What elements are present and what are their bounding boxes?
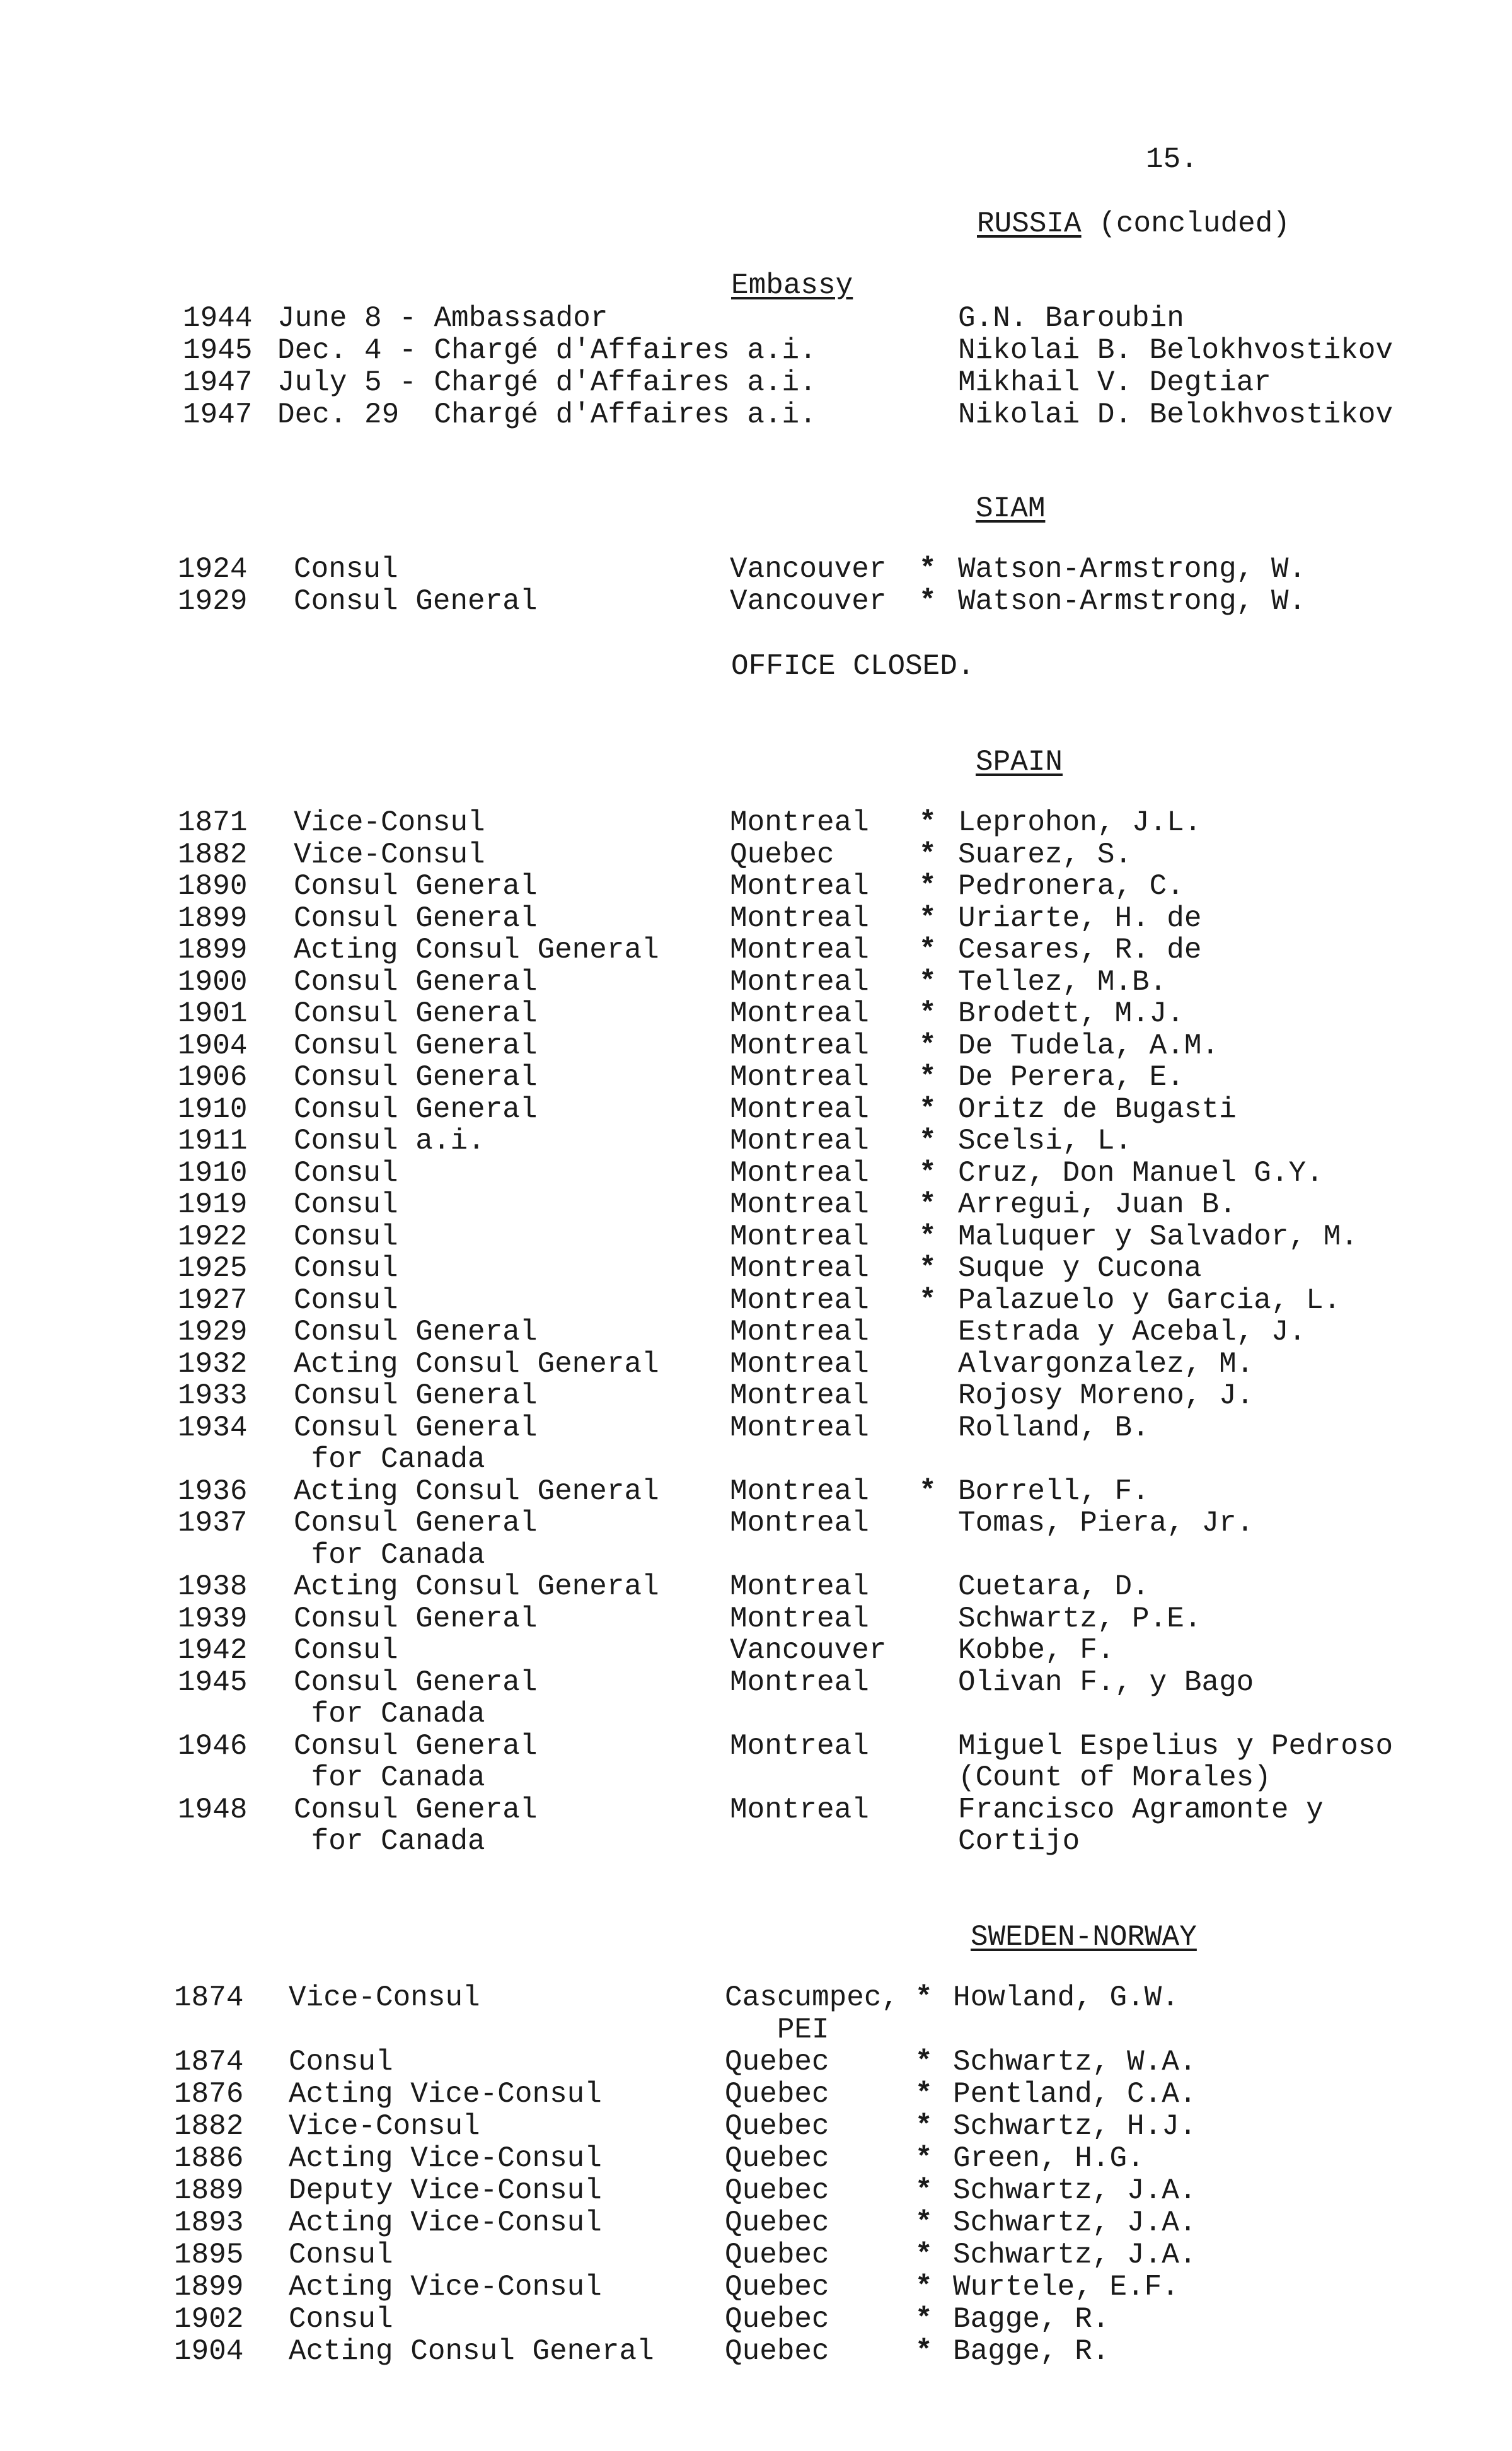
entry-city: Quebec <box>725 2206 829 2239</box>
entry-marker: * <box>919 997 937 1030</box>
siam-heading: SIAM <box>976 492 1046 525</box>
entry-title: Vice-Consul <box>294 806 485 839</box>
spain-heading: SPAIN <box>976 746 1063 779</box>
list-item <box>0 1476 1512 1507</box>
entry-year: 1937 <box>178 1507 248 1539</box>
entry-title: Consul <box>294 1252 398 1285</box>
list-item <box>0 2078 1512 2110</box>
entry-city: Cascumpec, <box>725 1981 899 2014</box>
list-item <box>0 1507 1512 1539</box>
entry-city: Montreal <box>730 1602 869 1635</box>
entry-title: for Canada <box>294 1698 485 1730</box>
entry-name: Bagge, R. <box>953 2335 1110 2368</box>
entry-year: 1944 <box>183 302 253 335</box>
list-item <box>0 1539 1512 1571</box>
list-item <box>0 2175 1512 2206</box>
entry-city: Quebec <box>725 2303 829 2336</box>
entry-marker: * <box>915 2142 933 2175</box>
entry-year: 1929 <box>178 1316 248 1348</box>
entry-year: 1942 <box>178 1634 248 1667</box>
list-item <box>0 1412 1512 1444</box>
entry-marker: * <box>919 1252 937 1285</box>
entry-name: Palazuelo y Garcia, L. <box>958 1283 1341 1317</box>
entry-title: Vice-Consul <box>289 1981 480 2014</box>
embassy-subheading: Embassy <box>731 269 853 302</box>
entry-city: Montreal <box>730 1252 869 1285</box>
entry-name: Cortijo <box>958 1825 1080 1858</box>
entry-name: Schwartz, W.A. <box>953 2046 1197 2078</box>
entry-city: Montreal <box>730 1283 869 1317</box>
entry-city: Quebec <box>725 2239 829 2271</box>
list-item <box>0 1635 1512 1666</box>
list-item <box>0 1125 1512 1157</box>
list-item <box>0 934 1512 966</box>
entry-name: Borrell, F. <box>958 1475 1150 1508</box>
entry-year: 1919 <box>178 1188 248 1221</box>
entry-name: Uriarte, H. de <box>958 901 1202 935</box>
entry-city: Montreal <box>730 901 869 935</box>
entry-marker: * <box>919 585 937 618</box>
list-item <box>0 1826 1512 1857</box>
entry-title: Consul General <box>294 1316 538 1348</box>
entry-city: Vancouver <box>730 553 887 586</box>
entry-title: for Canada <box>294 1443 485 1476</box>
entry-year: 1924 <box>178 553 248 586</box>
entry-marker: * <box>919 1220 937 1253</box>
entry-name: Tellez, M.B. <box>958 965 1167 999</box>
list-item <box>0 335 1512 366</box>
list-item <box>0 399 1512 431</box>
entry-city: Montreal <box>730 1666 869 1699</box>
list-item <box>0 1762 1512 1793</box>
entry-city: Montreal <box>730 870 869 903</box>
entry-name: Estrada y Acebal, J. <box>958 1316 1307 1348</box>
list-item <box>0 1316 1512 1348</box>
entry-title: Consul <box>294 1283 398 1317</box>
entry-name: Schwartz, J.A. <box>953 2206 1197 2239</box>
entry-city: Montreal <box>730 1061 869 1094</box>
list-item <box>0 2143 1512 2174</box>
list-item <box>0 2111 1512 2142</box>
entry-title: Acting Consul General <box>294 1475 659 1508</box>
list-item <box>0 1698 1512 1730</box>
entry-year: 1946 <box>178 1729 248 1763</box>
list-item <box>0 1571 1512 1602</box>
entry-marker: * <box>919 553 937 586</box>
list-item <box>0 2207 1512 2239</box>
entry-title: Consul General <box>294 1602 538 1635</box>
entry-name: Francisco Agramonte y <box>958 1793 1324 1826</box>
list-item <box>0 839 1512 871</box>
entry-name: De Perera, E. <box>958 1061 1184 1094</box>
entry-title: Consul General <box>294 1666 538 1699</box>
entry-name: Brodett, M.J. <box>958 997 1184 1030</box>
sweden-norway-heading: SWEDEN-NORWAY <box>971 1921 1197 1954</box>
list-item <box>0 1285 1512 1316</box>
page-number: 15. <box>1146 143 1198 176</box>
entry-title: Consul General <box>294 1793 538 1826</box>
entry-year: 1890 <box>178 870 248 903</box>
entry-year: 1945 <box>183 334 253 367</box>
entry-title: Consul General <box>294 1029 538 1062</box>
list-item <box>0 1380 1512 1411</box>
entry-year: 1932 <box>178 1347 248 1381</box>
entry-year: 1904 <box>174 2335 244 2368</box>
entry-marker: * <box>919 1283 937 1317</box>
list-item <box>0 1730 1512 1762</box>
entry-title: Acting Consul General <box>294 934 659 966</box>
list-item <box>0 367 1512 398</box>
entry-year: 1893 <box>174 2206 244 2239</box>
entry-city: Vancouver <box>730 585 887 618</box>
entry-title: Consul a.i. <box>294 1125 485 1157</box>
entry-year: 1882 <box>174 2110 244 2143</box>
entry-city: Montreal <box>730 1475 869 1508</box>
entry-year: 1904 <box>178 1029 248 1062</box>
entry-year: 1901 <box>178 997 248 1030</box>
entry-name: Green, H.G. <box>953 2142 1145 2175</box>
entry-city: Quebec <box>730 838 834 871</box>
list-item <box>0 1667 1512 1698</box>
entry-title: Consul General <box>294 1729 538 1763</box>
entry-year: 1889 <box>174 2174 244 2207</box>
entry-title: Consul General <box>294 585 538 618</box>
list-item <box>0 1603 1512 1635</box>
entry-marker: * <box>919 1475 937 1508</box>
entry-title: Consul <box>294 1188 398 1221</box>
entry-year: 1948 <box>178 1793 248 1826</box>
entry-year: 1900 <box>178 965 248 999</box>
entry-name: Pedronera, C. <box>958 870 1184 903</box>
entry-city: Montreal <box>730 1729 869 1763</box>
list-item <box>0 1982 1512 2014</box>
entry-name: Pentland, C.A. <box>953 2078 1197 2111</box>
entry-year: 1874 <box>174 1981 244 2014</box>
entry-name: Watson-Armstrong, W. <box>958 585 1307 618</box>
entry-title: for Canada <box>294 1538 485 1572</box>
entry-title: Consul General <box>294 1092 538 1126</box>
entry-city: Montreal <box>730 1411 869 1444</box>
entry-name: Alvargonzalez, M. <box>958 1347 1254 1381</box>
entry-marker: * <box>919 1188 937 1221</box>
entry-marker: * <box>919 934 937 966</box>
entry-year: 1938 <box>178 1570 248 1603</box>
entry-city: Quebec <box>725 2335 829 2368</box>
entry-name: Bagge, R. <box>953 2303 1110 2336</box>
entry-name: Schwartz, H.J. <box>953 2110 1197 2143</box>
entry-marker: * <box>919 1156 937 1190</box>
entry-name: Suarez, S. <box>958 838 1133 871</box>
entry-city: Montreal <box>730 1570 869 1603</box>
entry-marker: * <box>919 1092 937 1126</box>
entry-marker: * <box>915 2335 933 2368</box>
entry-city: Quebec <box>725 2142 829 2175</box>
list-item <box>0 1794 1512 1826</box>
list-item <box>0 2046 1512 2078</box>
entry-title: June 8 - Ambassador <box>277 302 608 335</box>
continued-heading <box>977 208 1290 240</box>
entry-city: Montreal <box>730 1156 869 1190</box>
list-item <box>0 871 1512 902</box>
entry-name: Cruz, Don Manuel G.Y. <box>958 1156 1324 1190</box>
entry-city: Quebec <box>725 2271 829 2303</box>
list-item <box>0 303 1512 334</box>
entry-title: Acting Vice-Consul <box>289 2078 602 2111</box>
entry-title: Consul <box>289 2239 393 2271</box>
entry-city: Montreal <box>730 997 869 1030</box>
list-item <box>0 1189 1512 1220</box>
list-item <box>0 2014 1512 2046</box>
entry-marker: * <box>915 2110 933 2143</box>
entry-name: Kobbe, F. <box>958 1634 1115 1667</box>
entry-year: 1895 <box>174 2239 244 2271</box>
entry-year: 1910 <box>178 1092 248 1126</box>
entry-title: July 5 - Chargé d'Affaires a.i. <box>277 366 817 399</box>
entry-marker: * <box>919 1061 937 1094</box>
entry-city: Montreal <box>730 1188 869 1221</box>
entry-year: 1886 <box>174 2142 244 2175</box>
entry-marker: * <box>915 2303 933 2336</box>
entry-city: Montreal <box>730 806 869 839</box>
entry-title: Vice-Consul <box>289 2110 480 2143</box>
entry-city: Montreal <box>730 1316 869 1348</box>
entry-title: Vice-Consul <box>294 838 485 871</box>
entry-title: Acting Consul General <box>294 1570 659 1603</box>
list-item <box>0 966 1512 998</box>
entry-title: Dec. 29 Chargé d'Affaires a.i. <box>277 398 817 431</box>
entry-title: Consul General <box>294 1411 538 1444</box>
entry-title: Acting Consul General <box>294 1347 659 1381</box>
entry-name: Tomas, Piera, Jr. <box>958 1507 1254 1539</box>
entry-marker: * <box>919 1029 937 1062</box>
list-item <box>0 1348 1512 1380</box>
entry-name: Oritz de Bugasti <box>958 1092 1237 1126</box>
entry-name: Mikhail V. Degtiar <box>958 366 1271 399</box>
entry-title: for Canada <box>294 1825 485 1858</box>
entry-year: 1911 <box>178 1125 248 1157</box>
entry-title: Consul <box>289 2046 393 2078</box>
entry-year: 1947 <box>183 366 253 399</box>
entry-title: Consul General <box>294 870 538 903</box>
entry-year: 1882 <box>178 838 248 871</box>
entry-city: PEI <box>725 2014 829 2046</box>
entry-title: Consul General <box>294 1507 538 1539</box>
entry-city: Quebec <box>725 2110 829 2143</box>
entry-city: Quebec <box>725 2046 829 2078</box>
entry-name: Cuetara, D. <box>958 1570 1150 1603</box>
entry-title: Dec. 4 - Chargé d'Affaires a.i. <box>277 334 817 367</box>
entry-marker: * <box>919 1125 937 1157</box>
entry-title: Consul General <box>294 965 538 999</box>
entry-title: for Canada <box>294 1761 485 1794</box>
entry-city: Montreal <box>730 1379 869 1412</box>
entry-city: Vancouver <box>730 1634 887 1667</box>
entry-name: Watson-Armstrong, W. <box>958 553 1307 586</box>
entry-name: Nikolai D. Belokhvostikov <box>958 398 1394 431</box>
entry-name: Nikolai B. Belokhvostikov <box>958 334 1394 367</box>
entry-year: 1929 <box>178 585 248 618</box>
concluded-label: (concluded) <box>1099 207 1290 240</box>
entry-year: 1902 <box>174 2303 244 2336</box>
entry-title: Consul General <box>294 1061 538 1094</box>
entry-name: G.N. Baroubin <box>958 302 1184 335</box>
entry-city: Montreal <box>730 1125 869 1157</box>
list-item <box>0 1253 1512 1284</box>
entry-name: Cesares, R. de <box>958 934 1202 966</box>
list-item <box>0 586 1512 617</box>
entry-title: Consul <box>294 1220 398 1253</box>
entry-title: Consul <box>294 553 398 586</box>
entry-name: (Count of Morales) <box>958 1761 1271 1794</box>
entry-city: Quebec <box>725 2174 829 2207</box>
list-item <box>0 2271 1512 2303</box>
entry-year: 1936 <box>178 1475 248 1508</box>
entry-title: Acting Vice-Consul <box>289 2206 602 2239</box>
entry-year: 1899 <box>178 901 248 935</box>
entry-title: Acting Vice-Consul <box>289 2142 602 2175</box>
entry-city: Montreal <box>730 1092 869 1126</box>
list-item <box>0 1157 1512 1189</box>
entry-name: Miguel Espelius y Pedroso <box>958 1729 1394 1763</box>
entry-city: Montreal <box>730 1507 869 1539</box>
entry-title: Acting Vice-Consul <box>289 2271 602 2303</box>
entry-year: 1899 <box>178 934 248 966</box>
entry-marker: * <box>915 2239 933 2271</box>
entry-year: 1899 <box>174 2271 244 2303</box>
list-item <box>0 1030 1512 1062</box>
entry-marker: * <box>919 965 937 999</box>
entry-marker: * <box>919 806 937 839</box>
list-item <box>0 1444 1512 1475</box>
entry-marker: * <box>915 2078 933 2111</box>
entry-marker: * <box>915 2174 933 2207</box>
entry-year: 1871 <box>178 806 248 839</box>
entry-year: 1922 <box>178 1220 248 1253</box>
entry-name: Maluquer y Salvador, M. <box>958 1220 1358 1253</box>
entry-marker: * <box>919 838 937 871</box>
entry-name: Schwartz, J.A. <box>953 2239 1197 2271</box>
entry-marker: * <box>915 2046 933 2078</box>
list-item <box>0 2303 1512 2335</box>
entry-name: Rojosy Moreno, J. <box>958 1379 1254 1412</box>
entry-year: 1925 <box>178 1252 248 1285</box>
entry-name: Schwartz, P.E. <box>958 1602 1202 1635</box>
entry-name: Arregui, Juan B. <box>958 1188 1237 1221</box>
entry-title: Deputy Vice-Consul <box>289 2174 602 2207</box>
entry-city: Montreal <box>730 965 869 999</box>
entry-year: 1906 <box>178 1061 248 1094</box>
entry-name: Rolland, B. <box>958 1411 1150 1444</box>
entry-marker: * <box>915 1981 933 2014</box>
entry-city: Montreal <box>730 1029 869 1062</box>
entry-year: 1910 <box>178 1156 248 1190</box>
entry-year: 1945 <box>178 1666 248 1699</box>
entry-marker: * <box>919 870 937 903</box>
entry-city: Montreal <box>730 1793 869 1826</box>
entry-city: Quebec <box>725 2078 829 2111</box>
list-item <box>0 2239 1512 2271</box>
entry-title: Acting Consul General <box>289 2335 654 2368</box>
entry-title: Consul <box>294 1634 398 1667</box>
entry-year: 1876 <box>174 2078 244 2111</box>
list-item <box>0 553 1512 585</box>
country-heading-russia: RUSSIA <box>977 207 1082 240</box>
entry-title: Consul <box>294 1156 398 1190</box>
list-item <box>0 1221 1512 1253</box>
list-item <box>0 903 1512 934</box>
entry-name: Olivan F., y Bago <box>958 1666 1254 1699</box>
entry-name: Schwartz, J.A. <box>953 2174 1197 2207</box>
office-closed-note: OFFICE CLOSED. <box>731 650 975 683</box>
entry-title: Consul General <box>294 1379 538 1412</box>
entry-city: Montreal <box>730 1220 869 1253</box>
entry-marker: * <box>919 901 937 935</box>
list-item <box>0 1062 1512 1093</box>
entry-year: 1934 <box>178 1411 248 1444</box>
entry-year: 1947 <box>183 398 253 431</box>
entry-year: 1939 <box>178 1602 248 1635</box>
list-item <box>0 1094 1512 1125</box>
entry-name: Howland, G.W. <box>953 1981 1179 2014</box>
entry-marker: * <box>915 2271 933 2303</box>
entry-year: 1874 <box>174 2046 244 2078</box>
entry-name: Suque y Cucona <box>958 1252 1202 1285</box>
list-item <box>0 998 1512 1029</box>
entry-name: Leprohon, J.L. <box>958 806 1202 839</box>
entry-title: Consul <box>289 2303 393 2336</box>
entry-city: Montreal <box>730 934 869 966</box>
entry-city: Montreal <box>730 1347 869 1381</box>
entry-name: De Tudela, A.M. <box>958 1029 1220 1062</box>
list-item <box>0 2336 1512 2367</box>
entry-name: Scelsi, L. <box>958 1125 1133 1157</box>
entry-year: 1933 <box>178 1379 248 1412</box>
entry-name: Wurtele, E.F. <box>953 2271 1179 2303</box>
entry-title: Consul General <box>294 997 538 1030</box>
list-item <box>0 807 1512 838</box>
entry-year: 1927 <box>178 1283 248 1317</box>
entry-title: Consul General <box>294 901 538 935</box>
entry-marker: * <box>915 2206 933 2239</box>
